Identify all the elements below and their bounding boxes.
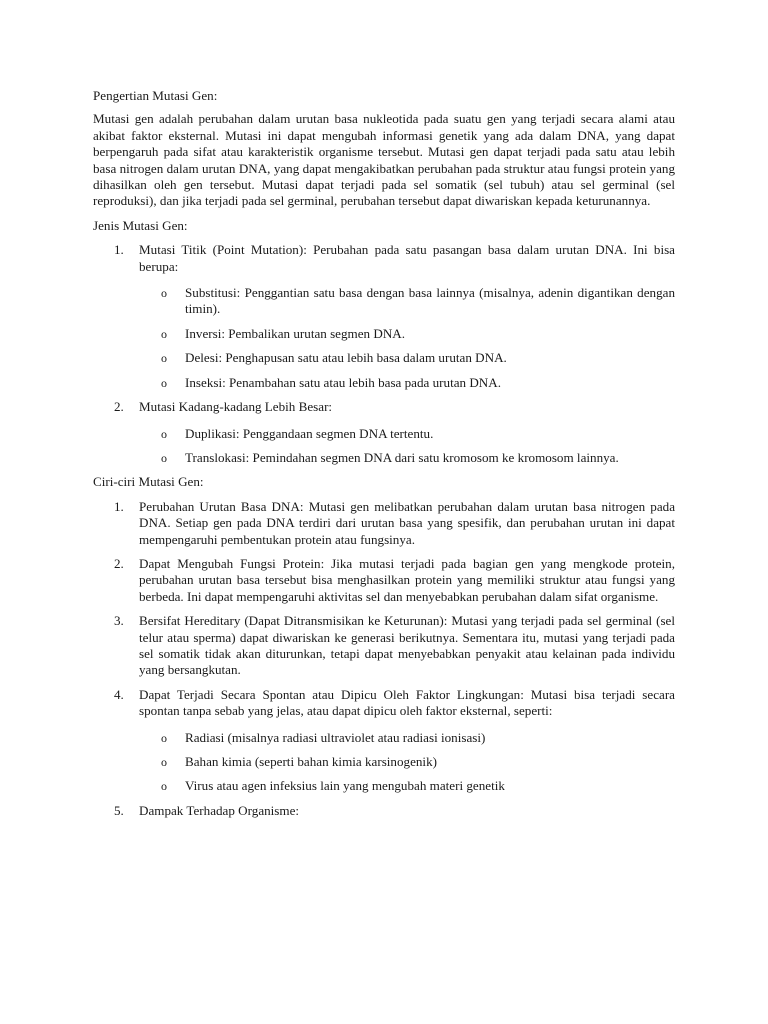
list-number: 3.: [114, 613, 124, 629]
sub-list-item: [139, 375, 675, 391]
sub-list-item: [139, 285, 675, 318]
list-item-text: Mutasi Titik (Point Mutation): Perubahan pada satu pasangan basa dalam urutan DNA. Ini bisa berupa:: [139, 242, 675, 274]
list-item-text: Mutasi Kadang-kadang Lebih Besar:: [139, 399, 333, 415]
sub-list-item: [139, 426, 675, 442]
circle-bullet-icon: o: [161, 426, 167, 441]
circle-bullet-icon: o: [161, 779, 167, 794]
sub-list-item-text: Translokasi: Pemindahan segmen DNA dari satu kromosom ke kromosom lainnya.: [185, 449, 619, 465]
list-ciri-mutasi: [93, 499, 675, 820]
sub-list-item-text: Inseksi: Penambahan satu atau lebih basa pada urutan DNA.: [185, 374, 501, 390]
sub-list-item-text: Inversi: Pembalikan urutan segmen DNA.: [185, 325, 405, 341]
circle-bullet-icon: o: [161, 351, 167, 366]
ciri-list-item: [93, 499, 675, 548]
sub-list-item: [139, 450, 675, 466]
paragraph-pengertian: Mutasi gen adalah perubahan dalam urutan basa nukleotida pada suatu gen yang terjadi secara alami atau akibat faktor eksternal. Mutasi ini dapat mengubah informasi genetik yang ada dalam DNA, yang dapat berpengaruh pada sifat atau karakteristik organisme tersebut. Mutasi gen dapat terjadi pada satu atau lebih basa nitrogen dalam urutan DNA, yang dapat mengakibatkan perubahan pada struktur atau fungsi protein yang dihasilkan oleh gen tersebut. Mutasi dapat terjadi pada sel somatik (sel tubuh) atau sel germinal (sel reproduksi), dan jika terjadi pada sel germinal, perubahan tersebut dapat diwariskan kepada keturunannya.: [93, 111, 675, 209]
sub-list-item: [139, 778, 675, 794]
sub-list: [139, 426, 675, 467]
sub-list: [139, 285, 675, 391]
sub-list-item-text: Virus atau agen infeksius lain yang mengubah materi genetik: [185, 778, 505, 794]
sub-list-item: [139, 350, 675, 366]
circle-bullet-icon: o: [161, 450, 167, 465]
circle-bullet-icon: o: [161, 286, 167, 301]
heading-ciri: Ciri-ciri Mutasi Gen:: [93, 474, 204, 490]
list-number: 1.: [114, 498, 124, 514]
list-number: 2.: [114, 555, 124, 571]
sub-list-item: [139, 730, 675, 746]
sub-list: [139, 730, 675, 795]
list-number: 2.: [114, 399, 124, 415]
circle-bullet-icon: o: [161, 326, 167, 341]
list-item-text: Bersifat Hereditary (Dapat Ditransmisikan ke Keturunan): Mutasi yang terjadi pada sel germinal (sel telur atau sperma) dapat diwariskan ke generasi berikutnya. Sementara itu, mutasi yang terjadi pada sel somatik tidak akan diturunkan, tetapi dapat menyebabkan penyakit atau kelainan pada individu yang bersangkutan.: [139, 613, 675, 678]
list-item-text: Dapat Terjadi Secara Spontan atau Dipicu Oleh Faktor Lingkungan: Mutasi bisa terjadi secara spontan tanpa sebab yang jelas, atau dapat dipicu oleh faktor eksternal, seperti:: [139, 686, 675, 719]
sub-list-item: [139, 326, 675, 342]
list-number: 1.: [114, 242, 124, 258]
list-number: 5.: [114, 802, 124, 818]
sub-list-item-text: Radiasi (misalnya radiasi ultraviolet atau radiasi ionisasi): [185, 729, 486, 745]
sub-list-item-text: Bahan kimia (seperti bahan kimia karsinogenik): [185, 754, 437, 769]
circle-bullet-icon: o: [161, 375, 167, 390]
ciri-list-item: [93, 613, 675, 679]
circle-bullet-icon: o: [161, 730, 167, 745]
heading-pengertian: Pengertian Mutasi Gen:: [93, 88, 218, 103]
heading-jenis: Jenis Mutasi Gen:: [93, 217, 188, 233]
ciri-list-item: [93, 556, 675, 605]
circle-bullet-icon: o: [161, 755, 167, 769]
sub-list-item-text: Substitusi: Penggantian satu basa dengan basa lainnya (misalnya, adenin digantikan dengan timin).: [185, 285, 675, 317]
list-item-text: Perubahan Urutan Basa DNA: Mutasi gen melibatkan perubahan dalam urutan basa nitrogen pada DNA. Setiap gen pada DNA terdiri dari urutan basa yang spesifik, dan perubahan urutan ini dapat mempengaruhi pembentukan protein atau fungsinya.: [139, 498, 675, 547]
list-item-text: Dapat Mengubah Fungsi Protein: Jika mutasi terjadi pada bagian gen yang mengkode protein, perubahan urutan basa tersebut bisa menghasilkan protein yang memiliki struktur atau fungsi yang berbeda. Ini dapat mempengaruhi aktivitas sel dan menyebabkan perubahan dalam sifat organisme.: [139, 555, 675, 604]
ciri-list-item: [93, 803, 675, 819]
list-item-text: Dampak Terhadap Organisme:: [139, 802, 300, 818]
sub-list-item-text: Delesi: Penghapusan satu atau lebih basa dalam urutan DNA.: [185, 350, 507, 366]
jenis-list-item: [93, 242, 675, 391]
jenis-list-item: [93, 399, 675, 466]
ciri-list-item: [93, 687, 675, 795]
sub-list-item: [139, 754, 675, 770]
list-number: 4.: [114, 686, 124, 702]
sub-list-item-text: Duplikasi: Penggandaan segmen DNA tertentu.: [185, 425, 434, 441]
list-jenis-mutasi: [93, 242, 675, 466]
